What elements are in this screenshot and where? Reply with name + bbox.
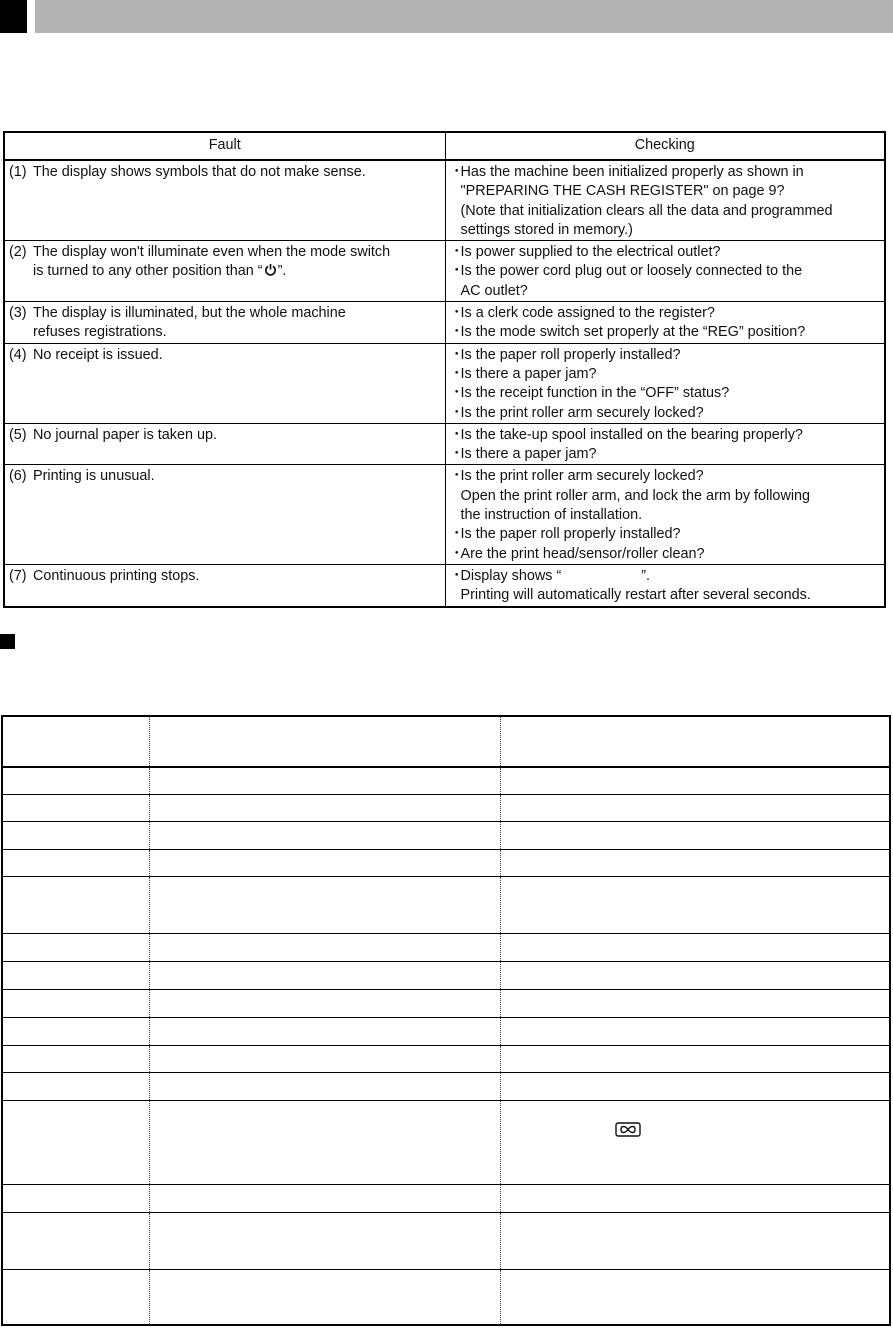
table-cell xyxy=(500,716,890,767)
fault-number: (6) xyxy=(9,468,27,485)
table-row xyxy=(2,1045,890,1072)
check-item: Is the paper roll properly installed? xyxy=(460,526,681,543)
table-cell xyxy=(149,716,500,767)
table-cell xyxy=(2,767,149,794)
checking-cell xyxy=(445,343,885,423)
fault-description xyxy=(33,304,441,343)
table-cell xyxy=(149,821,500,849)
table-cell xyxy=(149,1017,500,1045)
fault-number: (4) xyxy=(9,346,27,363)
bullet: ・ xyxy=(449,305,464,322)
fault-description: Continuous printing stops. xyxy=(33,567,200,584)
fault-number: (1) xyxy=(9,164,27,180)
table-cell xyxy=(500,1045,890,1072)
table-cell xyxy=(149,1269,500,1325)
table-row xyxy=(2,821,890,849)
table-cell xyxy=(500,849,890,876)
bullet: ・ xyxy=(449,426,464,443)
check-item: Is power supplied to the electrical outlet? xyxy=(460,244,721,261)
fault-number: (3) xyxy=(9,305,27,322)
fault-number: (2) xyxy=(9,244,27,261)
check-item: Is a clerk code assigned to the register? xyxy=(460,305,715,322)
table-cell xyxy=(500,794,890,821)
table-cell xyxy=(149,989,500,1017)
fault-cell xyxy=(4,241,445,302)
table-row xyxy=(2,933,890,961)
table-cell xyxy=(2,794,149,821)
table-cell xyxy=(2,876,149,933)
fault-number: (7) xyxy=(9,567,27,584)
bullet: ・ xyxy=(449,385,464,402)
bullet xyxy=(450,182,461,201)
check-item: Are the print head/sensor/roller clean? xyxy=(460,545,705,562)
check-item: Is the print roller arm securely locked? xyxy=(460,404,704,421)
table-row xyxy=(2,1100,890,1184)
fault-row xyxy=(4,564,885,606)
check-item: "PREPARING THE CASH REGISTER" on page 9? xyxy=(460,183,785,200)
fault-description: The display shows symbols that do not make sense. xyxy=(33,164,366,180)
table-cell xyxy=(500,933,890,961)
check-item: (Note that initialization clears all the data and programmed xyxy=(460,202,833,219)
fault-cell xyxy=(4,564,445,606)
table-cell xyxy=(2,1045,149,1072)
table-cell xyxy=(149,1045,500,1072)
fault-row xyxy=(4,423,885,465)
table-cell xyxy=(500,961,890,989)
check-item: Is there a paper jam? xyxy=(460,365,597,382)
table-cell xyxy=(149,933,500,961)
bullet: ・ xyxy=(449,324,464,341)
table-cell xyxy=(2,989,149,1017)
table-row xyxy=(2,1184,890,1212)
fault-cell xyxy=(4,423,445,465)
checking-column-header: Checking xyxy=(445,132,885,160)
table-cell xyxy=(149,961,500,989)
check-item: Is the power cord plug out or loosely connected to the xyxy=(460,263,803,280)
subsection-marker xyxy=(0,634,15,649)
bullet: ・ xyxy=(449,164,464,180)
table-cell xyxy=(500,1100,890,1184)
check-item: Is the mode switch set properly at the “REG” position? xyxy=(460,324,806,341)
fault-line: refuses registrations. xyxy=(33,324,167,341)
table-cell xyxy=(500,1017,890,1045)
table-cell xyxy=(149,1184,500,1212)
table-row xyxy=(2,989,890,1017)
check-item: AC outlet? xyxy=(460,282,528,299)
table-cell xyxy=(2,849,149,876)
table-cell xyxy=(500,767,890,794)
table-cell xyxy=(2,1072,149,1100)
table-cell xyxy=(149,1212,500,1269)
bullet: ・ xyxy=(449,244,464,261)
checking-cell xyxy=(445,302,885,344)
check-item: settings stored in memory.) xyxy=(460,221,633,238)
table-row xyxy=(2,961,890,989)
table-cell xyxy=(500,1184,890,1212)
bullet: ・ xyxy=(449,526,464,543)
fault-description: No journal paper is taken up. xyxy=(33,426,217,443)
fault-line: The display won't illuminate even when the mode switch xyxy=(33,244,391,261)
section-header-bar xyxy=(35,0,893,33)
bullet: ・ xyxy=(449,365,464,382)
fault-cell xyxy=(4,160,445,241)
fault-description: Printing is unusual. xyxy=(33,468,155,485)
bullet xyxy=(450,282,461,301)
fault-number: (5) xyxy=(9,426,27,443)
bullet: ・ xyxy=(449,404,464,421)
table-row xyxy=(2,767,890,794)
power-symbol-icon xyxy=(264,263,277,276)
fault-cell xyxy=(4,465,445,564)
table-cell xyxy=(2,716,149,767)
checking-cell xyxy=(445,564,885,606)
fault-cell xyxy=(4,302,445,344)
table-cell xyxy=(2,1017,149,1045)
table-row xyxy=(2,1212,890,1269)
checking-cell xyxy=(445,465,885,564)
table-cell xyxy=(500,989,890,1017)
bullet: ・ xyxy=(449,263,464,280)
fault-row xyxy=(4,241,885,302)
bullet: ・ xyxy=(449,346,464,363)
bullet: ・ xyxy=(449,545,464,562)
table-header-row xyxy=(2,716,890,767)
table-cell xyxy=(2,1212,149,1269)
checking-cell xyxy=(445,241,885,302)
table-row xyxy=(2,849,890,876)
table-cell xyxy=(149,794,500,821)
bullet: ・ xyxy=(449,468,464,485)
check-item: Has the machine been initialized properly as shown in xyxy=(460,164,804,180)
fault-row xyxy=(4,160,885,241)
table-row xyxy=(2,876,890,933)
check-item: Is the take-up spool installed on the bearing properly? xyxy=(460,426,803,443)
check-item: Is there a paper jam? xyxy=(460,446,597,463)
check-item: Is the paper roll properly installed? xyxy=(460,346,681,363)
fault-table xyxy=(3,131,886,608)
check-item: Printing will automatically restart after several seconds. xyxy=(460,587,811,604)
table-cell xyxy=(500,1269,890,1325)
table-row xyxy=(2,1072,890,1100)
checking-cell xyxy=(445,423,885,465)
table-cell xyxy=(2,933,149,961)
fault-table-header xyxy=(4,132,885,160)
fault-row xyxy=(4,465,885,564)
bullet xyxy=(450,202,461,221)
loop-key-icon xyxy=(615,1122,641,1137)
table-cell xyxy=(500,821,890,849)
table-cell xyxy=(2,961,149,989)
fault-line: is turned to any other position than “ xyxy=(33,263,263,280)
table-row xyxy=(2,1269,890,1325)
bullet xyxy=(450,506,461,525)
fault-row xyxy=(4,343,885,423)
bullet xyxy=(450,586,461,605)
fault-description xyxy=(33,243,441,282)
check-item: Display shows “ ”. xyxy=(460,567,651,584)
table-cell xyxy=(2,1100,149,1184)
table-cell xyxy=(149,876,500,933)
bullet: ・ xyxy=(449,567,464,584)
fault-column-header: Fault xyxy=(4,132,445,160)
code-table xyxy=(1,715,891,1326)
check-item: Open the print roller arm, and lock the arm by following xyxy=(460,487,811,504)
fault-line: The display is illuminated, but the whole machine xyxy=(33,305,346,322)
table-cell xyxy=(500,876,890,933)
fault-description: No receipt is issued. xyxy=(33,346,163,363)
table-cell xyxy=(149,1100,500,1184)
table-cell xyxy=(2,1184,149,1212)
table-cell xyxy=(2,1269,149,1325)
fault-cell xyxy=(4,343,445,423)
checking-cell xyxy=(445,160,885,241)
bullet: ・ xyxy=(449,446,464,463)
table-row xyxy=(2,1017,890,1045)
fault-line: ”. xyxy=(277,263,287,280)
section-marker xyxy=(0,0,27,33)
table-cell xyxy=(149,849,500,876)
table-row xyxy=(2,794,890,821)
check-item: the instruction of installation. xyxy=(460,507,643,524)
table-cell xyxy=(149,767,500,794)
check-item: Is the receipt function in the “OFF” status? xyxy=(460,385,730,402)
bullet xyxy=(450,487,461,506)
table-cell xyxy=(500,1212,890,1269)
fault-row xyxy=(4,302,885,344)
check-item: Is the print roller arm securely locked? xyxy=(460,468,704,485)
bullet xyxy=(450,221,461,240)
table-cell xyxy=(2,821,149,849)
table-cell xyxy=(500,1072,890,1100)
table-cell xyxy=(149,1072,500,1100)
